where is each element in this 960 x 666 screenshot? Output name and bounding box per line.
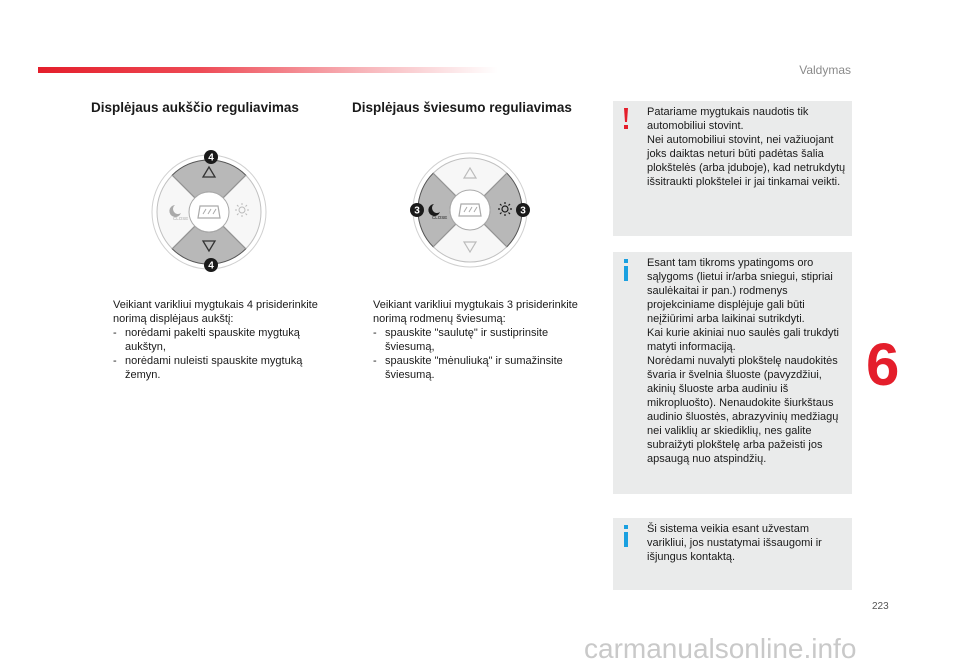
close-label: CLOSE — [432, 215, 448, 220]
height-adjust-heading: Displėjaus aukščio reguliavimas — [91, 100, 299, 115]
svg-text:4: 4 — [208, 260, 214, 272]
info-note-text: Esant tam tikroms ypatingoms oro sąlygoms (lietui ir/arba sniegui, stipriai saulėkaitai ir pan.) rodmenys projekciniame displėjuje gali būti neįžiūrimi arba laikinai sutrikdyti. Kai kurie akiniai nuo saulės gali trukdyti matyti informaciją. Norėdami nuvalyti plokštelę naudokitės švaria ir švelnia šluoste (pavyzdžiui, akinių šluoste arba audiniu iš mikropluošto). Nenaudokite šiurkštaus audinio šluostės, abrazyvinių medžiagų nei valiklių ar skiediklių, nes galite subraižyti plokštelę arba pažeisti jos apsaugą nuo atspindžių. — [647, 257, 839, 465]
height-instructions — [96, 298, 336, 382]
bullet-icon — [96, 298, 113, 382]
badge-up — [204, 150, 218, 164]
badge-right — [516, 203, 530, 217]
header-accent-bar — [38, 67, 498, 73]
page-number: 223 — [872, 601, 889, 612]
list-item: - norėdami pakelti spauskite mygtuką aukštyn, — [113, 327, 300, 353]
badge-down — [204, 258, 218, 272]
info-note-text: Ši sistema veikia esant užvestam varikliui, jos nustatymai išsaugomi ir išjungus kontaktą. — [647, 523, 822, 563]
close-label: CLOSE — [173, 216, 189, 221]
height-control-diagram — [150, 148, 268, 273]
info-icon — [619, 258, 633, 282]
watermark: carmanualsonline.info — [584, 633, 857, 664]
info-note-conditions — [613, 252, 852, 494]
info-icon — [619, 524, 633, 548]
info-note-system — [613, 518, 852, 590]
brightness-control-diagram — [408, 148, 533, 273]
section-label: Valdymas — [799, 63, 851, 77]
bullet-icon — [356, 298, 373, 382]
brightness-instructions — [356, 298, 596, 382]
chapter-number: 6 — [866, 331, 900, 398]
list-item: - norėdami nuleisti spauskite mygtuką žemyn. — [113, 355, 303, 381]
svg-text:3: 3 — [520, 205, 526, 217]
height-intro: Veikiant varikliui mygtukais 4 prisiderinkite norimą displėjaus aukštį: — [113, 299, 318, 325]
warning-note — [613, 101, 852, 236]
svg-text:4: 4 — [208, 152, 214, 164]
brightness-adjust-heading: Displėjaus šviesumo reguliavimas — [352, 100, 572, 115]
list-item: - spauskite "mėnuliuką" ir sumažinsite šviesumą. — [373, 355, 563, 381]
warning-note-text: Patariame mygtukais naudotis tik automobiliui stovint. Nei automobiliui stovint, nei važiuojant joks daiktas neturi būti padėtas šalia plokštelės (arba įduboje), kad netrukdytų išsitraukti plokštelei ir jai tinkamai veikti. — [647, 106, 846, 188]
list-item: - spauskite "saulutę" ir sustiprinsite šviesumą, — [373, 327, 549, 353]
brightness-intro: Veikiant varikliui mygtukais 3 prisiderinkite norimą rodmenų šviesumą: — [373, 299, 578, 325]
svg-text:3: 3 — [414, 205, 420, 217]
warning-exclamation-icon — [619, 107, 633, 131]
badge-left — [410, 203, 424, 217]
